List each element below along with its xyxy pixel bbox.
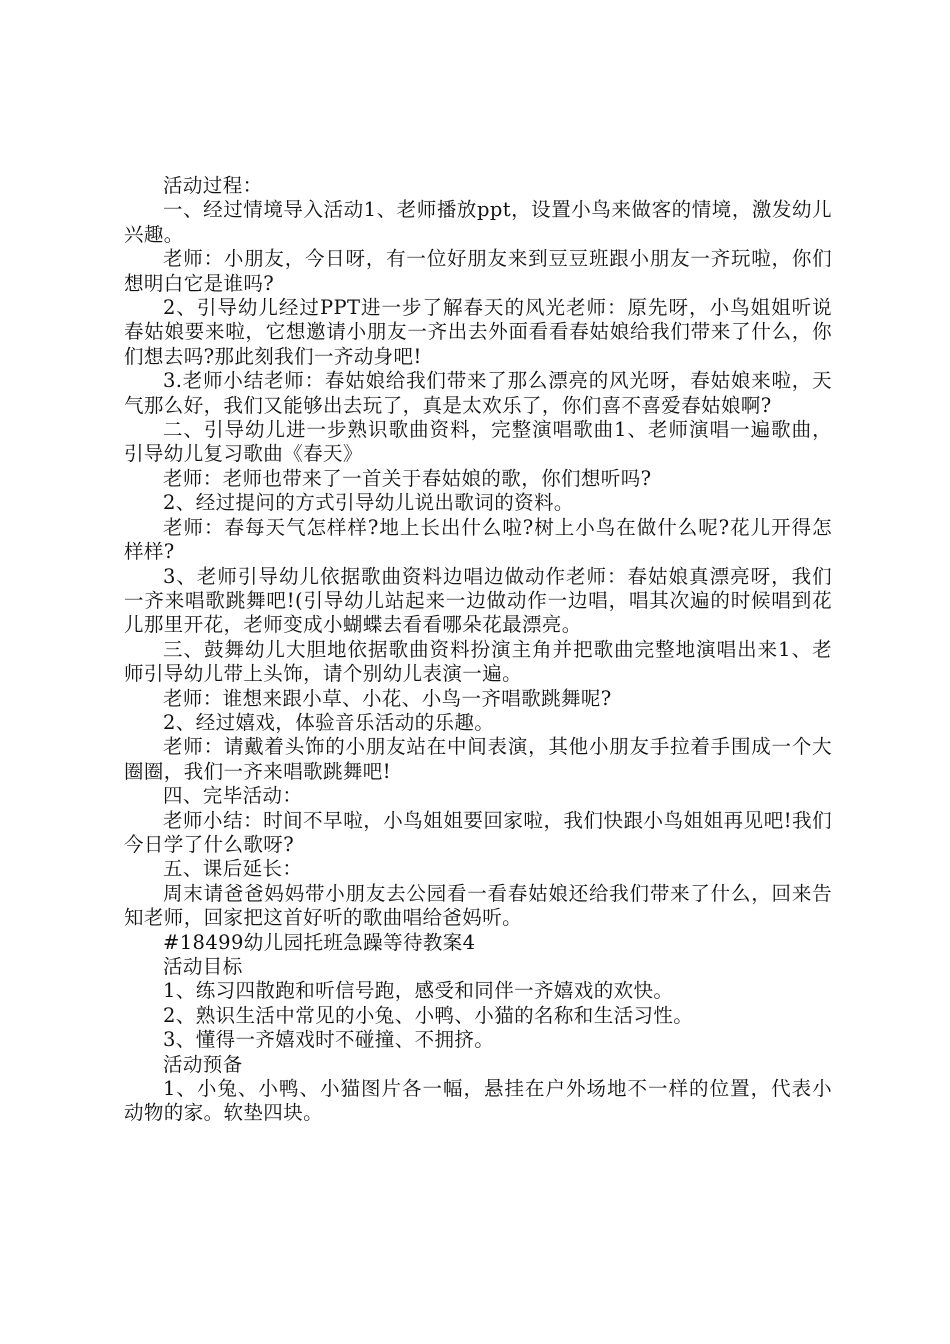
section-heading: 活动目标 [163, 955, 243, 978]
section-heading: 活动预备 [163, 1052, 243, 1076]
paragraph: 老师小结：时间不早啦，小鸟姐姐要回家啦，我们快跟小鸟姐姐再见吧!我们今日学了什么歌呀? [124, 808, 832, 856]
paragraph: 老师：老师也带来了一首关于春姑娘的歌，你们想听吗? [163, 466, 652, 490]
paragraph: 五、课后延长： [163, 857, 303, 881]
paragraph: 2、熟识生活中常见的小兔、小鸭、小猫的名称和生活习性。 [163, 1003, 694, 1027]
paragraph: 1、练习四散跑和听信号跑，感受和同伴一齐嬉戏的欢快。 [163, 979, 674, 1003]
paragraph: 周末请爸爸妈妈带小朋友去公园看一看春姑娘还给我们带来了什么，回来告知老师，回家把这首好听的歌曲唱给爸妈听。 [124, 881, 832, 930]
document-body [124, 174, 832, 1126]
paragraph: 3、老师引导幼儿依据歌曲资料边唱边做动作老师：春姑娘真漂亮呀，我们一齐来唱歌跳舞吧!(引导幼儿站起来一边做动作一边唱，唱其次遍的时候唱到花儿那里开花，老师变成小蝴蝶去看看哪朵花最漂亮。 [124, 564, 832, 637]
paragraph: 活动过程： [163, 174, 263, 197]
paragraph: 四、完毕活动： [163, 784, 303, 808]
paragraph: 2、经过提问的方式引导幼儿说出歌词的资料。 [163, 491, 574, 515]
paragraph: 一、经过情境导入活动1、老师播放ppt，设置小鸟来做客的情境，激发幼儿兴趣。 [124, 198, 832, 246]
paragraph: 3.老师小结老师：春姑娘给我们带来了那么漂亮的风光呀，春姑娘来啦，天气那么好，我们又能够出去玩了，真是太欢乐了，你们喜不喜爱春姑娘啊? [124, 369, 832, 417]
paragraph: 老师：谁想来跟小草、小花、小鸟一齐唱歌跳舞呢? [163, 686, 612, 710]
paragraph: 二、引导幼儿进一步熟识歌曲资料，完整演唱歌曲1、老师演唱一遍歌曲，引导幼儿复习歌曲《春天》 [124, 418, 832, 466]
paragraph: 3、懂得一齐嬉戏时不碰撞、不拥挤。 [163, 1028, 495, 1052]
paragraph: 1、小兔、小鸭、小猫图片各一幅，悬挂在户外场地不一样的位置，代表小动物的家。软垫四块。 [124, 1077, 832, 1125]
paragraph: 老师：春每天气怎样样?地上长出什么啦?树上小鸟在做什么呢?花儿开得怎样样? [124, 515, 832, 564]
lesson-heading: #18499幼儿园托班急躁等待教案4 [163, 930, 476, 954]
paragraph: 老师：请戴着头饰的小朋友站在中间表演，其他小朋友手拉着手围成一个大圈圈，我们一齐来唱歌跳舞吧! [124, 735, 832, 783]
paragraph: 2、引导幼儿经过PPT进一步了解春天的风光老师：原先呀，小鸟姐姐听说春姑娘要来啦，它想邀请小朋友一齐出去外面看看春姑娘给我们带来了什么，你们想去吗?那此刻我们一齐动身吧! [124, 296, 832, 368]
paragraph: 三、鼓舞幼儿大胆地依据歌曲资料扮演主角并把歌曲完整地演唱出来1、老师引导幼儿带上头饰，请个别幼儿表演一遍。 [124, 637, 832, 686]
paragraph: 2、经过嬉戏，体验音乐活动的乐趣。 [163, 710, 495, 734]
paragraph: 老师：小朋友，今日呀，有一位好朋友来到豆豆班跟小朋友一齐玩啦，你们想明白它是谁吗? [124, 247, 832, 295]
